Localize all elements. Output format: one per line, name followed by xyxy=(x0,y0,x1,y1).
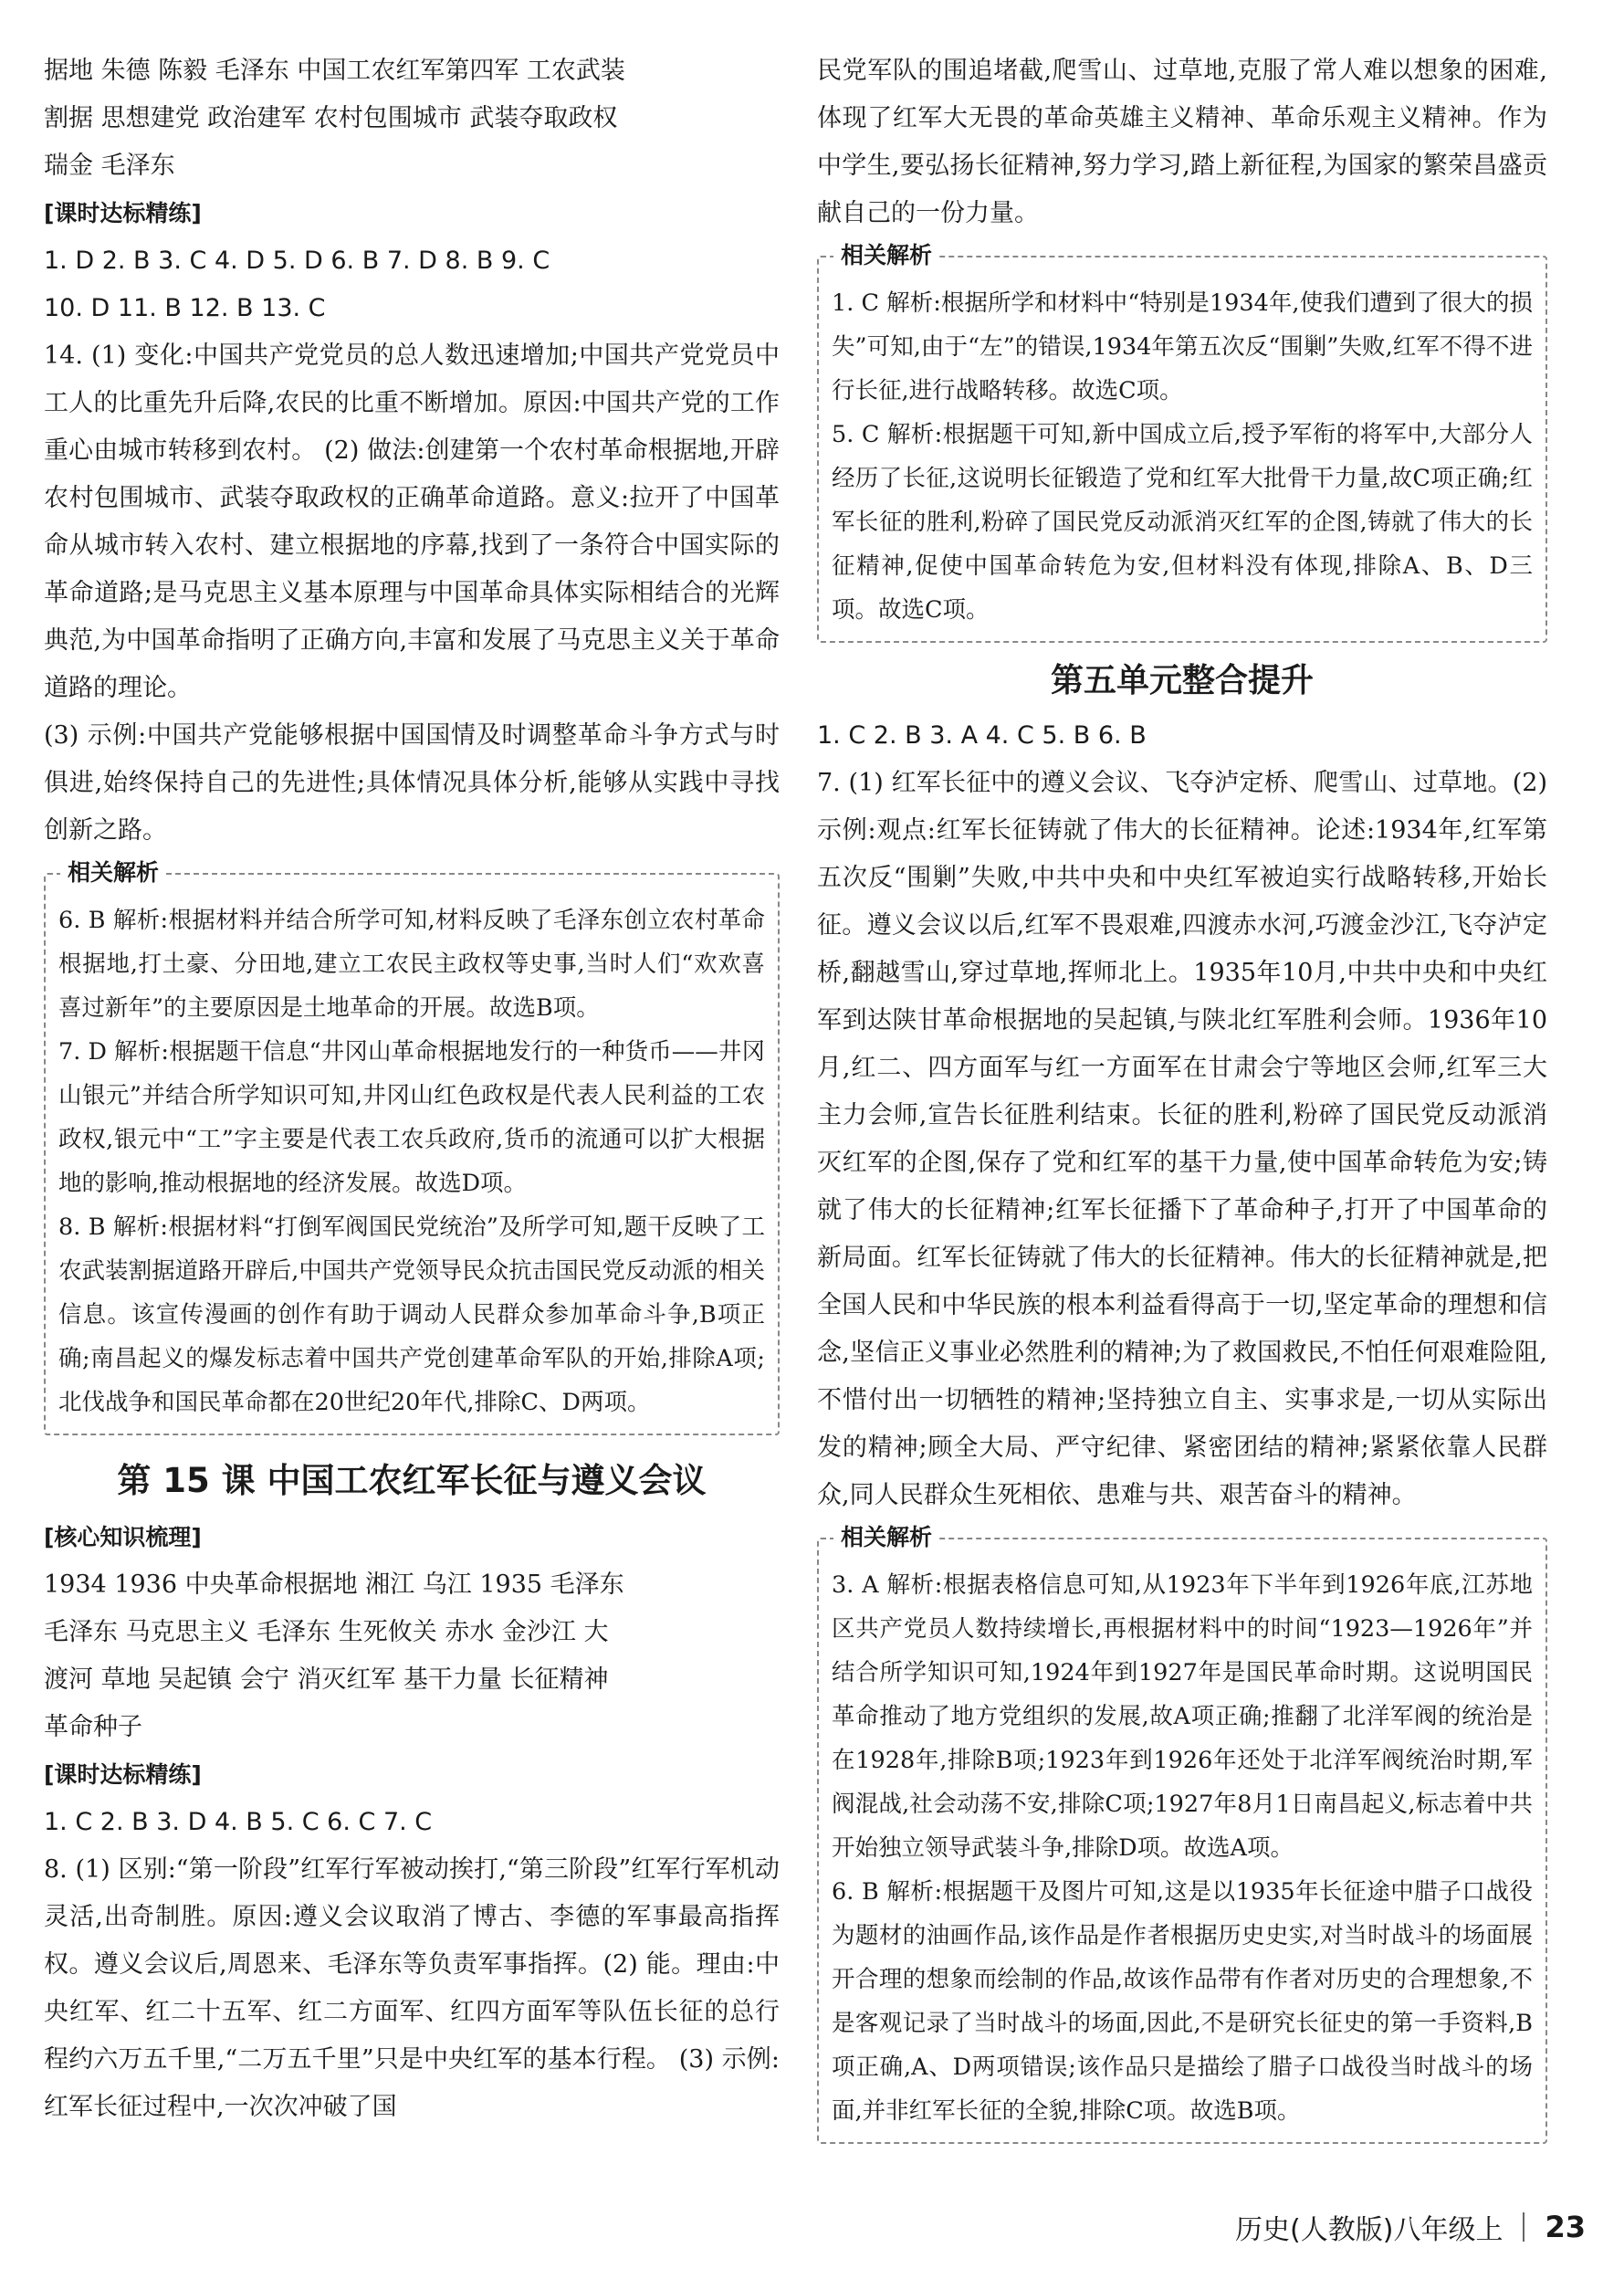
analysis-box xyxy=(44,859,780,1435)
answer-key-line: 1. C 2. B 3. A 4. C 5. B 6. B xyxy=(817,721,1147,750)
right-column xyxy=(817,47,1547,2153)
analysis-item: 6. B 解析:根据材料并结合所学可知,材料反映了毛泽东创立农村革命根据地,打土豪、分田地,建立工农民主政权等史事,当时人们“欢欢喜喜过新年”的主要原因是土地革命的开展。故选B项。 xyxy=(58,907,765,1022)
analysis-box-title: 相关解析 xyxy=(60,855,166,891)
analysis-item: 1. C 解析:根据所学和材料中“特别是1934年,使我们遭到了很大的损失”可知,由于“左”的错误,1934年第五次反“围剿”失败,红军不得不进行长征,进行战略转移。故选C项。 xyxy=(832,289,1533,404)
analysis-box xyxy=(817,242,1547,643)
core-line: 革命种子 xyxy=(44,1713,142,1741)
analysis-item: 3. A 解析:根据表格信息可知,从1923年下半年到1926年底,江苏地区共产党员人数持续增长,再根据材料中的时间“1923—1926年”并结合所学知识可知,1924年到1927年是国民革命时期。这说明国民革命推动了地方党组织的发展,故A项正确;推翻了北洋军阀的统治是在1928年,排除B项;1923年到1926年还处于北洋军阀统治时期,军阀混战,社会动荡不安,排除C项;1927年8月1日南昌起义,标志着中共开始独立领导武装斗争,排除D项。故选A项。 xyxy=(832,1571,1533,1862)
question-8-answer: 8. (1) 区别:“第一阶段”红军行军被动挨打,“第三阶段”红军行军机动灵活,出奇制胜。原因:遵义会议取消了博古、李德的军事最高指挥权。遵义会议后,周恩来、毛泽东等负责军事指挥。(2) 能。理由:中央红军、红二十五军、红二方面军、红四方面军等队伍长征的总行程约六万五千里,“二万五千里”只是中央红军的基本行程。 (3) 示例:红军长征过程中,一次次冲破了国 xyxy=(44,1855,780,2121)
core-line: 毛泽东 马克思主义 毛泽东 生死攸关 赤水 金沙江 大 xyxy=(44,1618,609,1646)
analysis-box-title: 相关解析 xyxy=(833,1519,939,1556)
intro-line: 瑞金 毛泽东 xyxy=(44,152,175,180)
answer-key-line: 10. D 11. B 12. B 13. C xyxy=(44,294,326,322)
footer-divider xyxy=(1523,2212,1524,2242)
intro-line: 割据 思想建党 政治建军 农村包围城市 武装夺取政权 xyxy=(44,104,618,132)
section-tag-practice: [课时达标精练] xyxy=(44,1761,202,1788)
page-footer xyxy=(1235,2204,1586,2250)
section-tag-practice: [课时达标精练] xyxy=(44,200,202,226)
analysis-item: 6. B 解析:根据题干及图片可知,这是以1935年长征途中腊子口战役为题材的油画作品,该作品是作者根据历史史实,对当时战斗的场面展开合理的想象而绘制的作品,故该作品带有作者对历史的合理想象,不是客观记录了当时战斗的场面,因此,不是研究长征史的第一手资料,B项正确,A、D两项错误;该作品只是描绘了腊子口战役当时战斗的场面,并非红军长征的全貌,排除C项。故选B项。 xyxy=(832,1878,1533,2125)
intro-line: 据地 朱德 陈毅 毛泽东 中国工农红军第四军 工农武装 xyxy=(44,57,625,85)
question-7-answer: 7. (1) 红军长征中的遵义会议、飞夺泸定桥、爬雪山、过草地。(2) 示例:观点:红军长征铸就了伟大的长征精神。论述:1934年,红军第五次反“围剿”失败,中共中央和中央红军被迫实行战略转移,开始长征。遵义会议以后,红军不畏艰难,四渡赤水河,巧渡金沙江,飞夺泸定桥,翻越雪山,穿过草地,挥师北上。1935年10月,中共中央和中央红军到达陕甘革命根据地的吴起镇,与陕北红军胜利会师。1936年10月,红二、四方面军与红一方面军在甘肃会宁等地区会师,红军三大主力会师,宣告长征胜利结束。长征的胜利,粉碎了国民党反动派消灭红军的企图,保存了党和红军的基干力量,使中国革命转危为安;铸就了伟大的长征精神;红军长征播下了革命种子,打开了中国革命的新局面。红军长征铸就了伟大的长征精神。伟大的长征精神就是,把全国人民和中华民族的根本利益看得高于一切,坚定革命的理想和信念,坚信正义事业必然胜利的精神;为了救国救民,不怕任何艰难险阻,不惜付出一切牺牲的精神;坚持独立自主、实事求是,一切从实际出发的精神;顾全大局、严守纪律、紧密团结的精神;紧紧依靠人民群众,同人民群众生死相依、患难与共、艰苦奋斗的精神。 xyxy=(817,769,1547,1509)
analysis-item: 5. C 解析:根据题干可知,新中国成立后,授予军衔的将军中,大部分人经历了长征,这说明长征锻造了党和红军大批骨干力量,故C项正确;红军长征的胜利,粉碎了国民党反动派消灭红军的企图,铸就了伟大的长征精神,促使中国革命转危为安,但材料没有体现,排除A、B、D三项。故选C项。 xyxy=(832,421,1533,624)
analysis-box-title: 相关解析 xyxy=(833,237,939,274)
unit-title: 第五单元整合提升 xyxy=(1050,662,1314,699)
core-line: 1934 1936 中央革命根据地 湘江 乌江 1935 毛泽东 xyxy=(44,1570,624,1599)
question-8-continued: 民党军队的围追堵截,爬雪山、过草地,克服了常人难以想象的困难,体现了红军大无畏的革命英雄主义精神、革命乐观主义精神。作为中学生,要弘扬长征精神,努力学习,踏上新征程,为国家的繁荣昌盛贡献自己的一份力量。 xyxy=(817,57,1547,227)
question-14-answer: 14. (1) 变化:中国共产党党员的总人数迅速增加;中国共产党党员中工人的比重先升后降,农民的比重不断增加。原因:中国共产党的工作重心由城市转移到农村。 (2) 做法:创建第一个农村革命根据地,开辟农村包围城市、武装夺取政权的正确革命道路。意义:拉开了中国革命从城市转入农村、建立根据地的序幕,找到了一条符合中国实际的革命道路;是马克思主义基本原理与中国革命具体实际相结合的光辉典范,为中国革命指明了正确方向,丰富和发展了马克思主义关于革命道路的理论。 xyxy=(44,341,780,702)
core-line: 渡河 草地 吴起镇 会宁 消灭红军 基干力量 长征精神 xyxy=(44,1665,609,1694)
analysis-box xyxy=(817,1524,1547,2144)
analysis-item: 7. D 解析:根据题干信息“井冈山革命根据地发行的一种货币——井冈山银元”并结合所学知识可知,井冈山红色政权是代表人民利益的工农政权,银元中“工”字主要是代表工农兵政府,货币的流通可以扩大根据地的影响,推动根据地的经济发展。故选D项。 xyxy=(58,1038,765,1197)
book-label: 历史(人教版)八年级上 xyxy=(1235,2214,1504,2246)
page-number: 23 xyxy=(1545,2210,1586,2244)
lesson-title: 第 15 课 中国工农红军长征与遵义会议 xyxy=(117,1461,707,1500)
section-tag-core: [核心知识梳理] xyxy=(44,1524,202,1550)
left-column xyxy=(44,47,780,2131)
question-14-part3: (3) 示例:中国共产党能够根据中国国情及时调整革命斗争方式与时俱进,始终保持自己的先进性;具体情况具体分析,能够从实践中寻找创新之路。 xyxy=(44,721,780,845)
answer-key-line: 1. C 2. B 3. D 4. B 5. C 6. C 7. C xyxy=(44,1808,433,1836)
answer-key-line: 1. D 2. B 3. C 4. D 5. D 6. B 7. D 8. B 9. C xyxy=(44,247,550,275)
analysis-item: 8. B 解析:根据材料“打倒军阀国民党统治”及所学可知,题干反映了工农武装割据道路开辟后,中国共产党领导民众抗击国民党反动派的相关信息。该宣传漫画的创作有助于调动人民群众参加革命斗争,B项正确;南昌起义的爆发标志着中国共产党创建革命军队的开始,排除A项;北伐战争和国民革命都在20世纪20年代,排除C、D两项。 xyxy=(58,1213,765,1416)
